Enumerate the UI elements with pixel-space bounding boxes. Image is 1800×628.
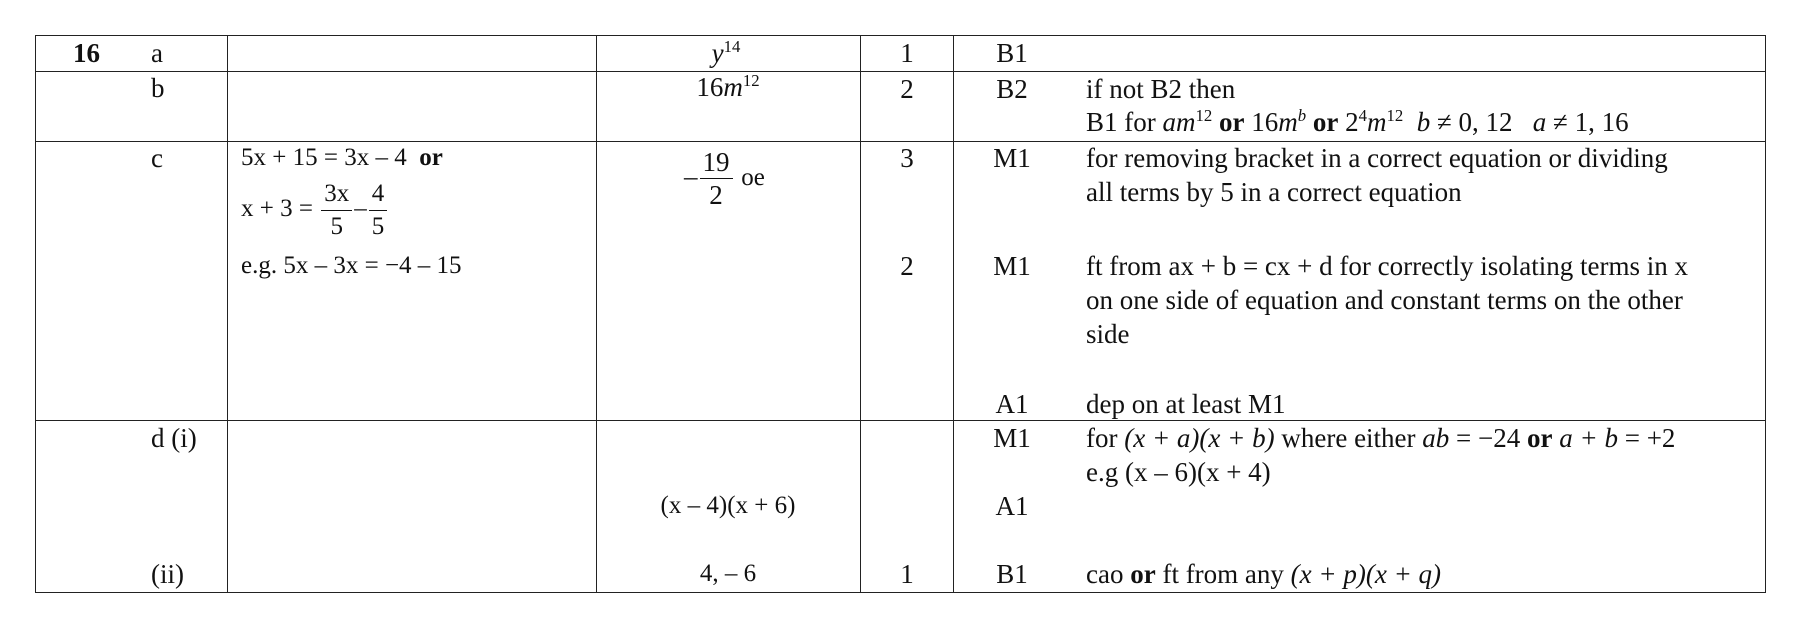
code-d-b1: B1 bbox=[996, 559, 1028, 589]
row-divider bbox=[35, 71, 1766, 72]
note-d-m1-line1: for (x + a)(x + b) where either ab = −24 or a + b = +2 bbox=[1086, 423, 1676, 453]
answer-c: – $\frac{19}{2}$ oe bbox=[684, 147, 765, 211]
row-divider bbox=[35, 420, 1766, 421]
answer-a: $y^{14}$ bbox=[711, 36, 741, 68]
note-c-m2-line2: on one side of equation and constant terms on the other bbox=[1086, 285, 1683, 315]
note-d-m1-line2: e.g (x – 6)(x + 4) bbox=[1086, 457, 1271, 487]
note-c-a1: dep on at least M1 bbox=[1086, 389, 1286, 419]
working-c-line3: e.g. 5x – 3x = −4 – 15 bbox=[241, 252, 462, 279]
code-c-m2: M1 bbox=[993, 251, 1031, 281]
code-d-m1: M1 bbox=[993, 423, 1031, 453]
mark-c: 3 bbox=[900, 143, 914, 173]
column-divider bbox=[227, 35, 228, 593]
note-c-m2-line1: ft from ax + b = cx + d for correctly isolating terms in x bbox=[1086, 251, 1689, 281]
mark-a: 1 bbox=[900, 38, 914, 68]
code-c-a1: A1 bbox=[995, 389, 1029, 419]
code-c-m1: M1 bbox=[993, 143, 1031, 173]
working-c-line1: 5x + 15 = 3x – 4 or bbox=[241, 144, 443, 171]
note-b-line2: B1 for $am^{12}$ or $16m^b$ or $2^4m^{12}$ b ≠ 0, 12 a ≠ 1, 16 bbox=[1086, 105, 1629, 137]
mark-b: 2 bbox=[900, 74, 914, 104]
answer-b: $16m^{12}$ bbox=[696, 70, 760, 102]
question-number: 16 bbox=[73, 38, 100, 68]
part-label-d-ii: (ii) bbox=[151, 559, 184, 589]
working-c-line2: x + 3 = $\frac{3x}{5}$ – $\frac{4}{5}$ bbox=[241, 177, 389, 243]
part-label-b: b bbox=[151, 73, 165, 103]
note-b-line1: if not B2 then bbox=[1086, 74, 1236, 104]
part-label-d-i: d (i) bbox=[151, 423, 197, 453]
part-label-c: c bbox=[151, 143, 163, 173]
code-b: B2 bbox=[996, 74, 1028, 104]
code-d-a1: A1 bbox=[995, 491, 1029, 521]
row-divider bbox=[35, 141, 1766, 142]
column-divider bbox=[596, 35, 597, 593]
answer-d-i: (x – 4)(x + 6) bbox=[660, 492, 796, 519]
code-a: B1 bbox=[996, 38, 1028, 68]
note-c-m1-line2: all terms by 5 in a correct equation bbox=[1086, 177, 1462, 207]
note-d-b1: cao or ft from any (x + p)(x + q) bbox=[1086, 559, 1442, 589]
column-divider bbox=[860, 35, 861, 593]
answer-d-ii: 4, – 6 bbox=[699, 560, 757, 587]
column-divider bbox=[953, 35, 954, 593]
note-c-m2-line3: side bbox=[1086, 319, 1130, 349]
mark-d-ii: 1 bbox=[900, 559, 914, 589]
note-c-m1-line1: for removing bracket in a correct equation or dividing bbox=[1086, 143, 1668, 173]
part-label-a: a bbox=[151, 38, 163, 68]
mark-c-sub: 2 bbox=[900, 251, 914, 281]
